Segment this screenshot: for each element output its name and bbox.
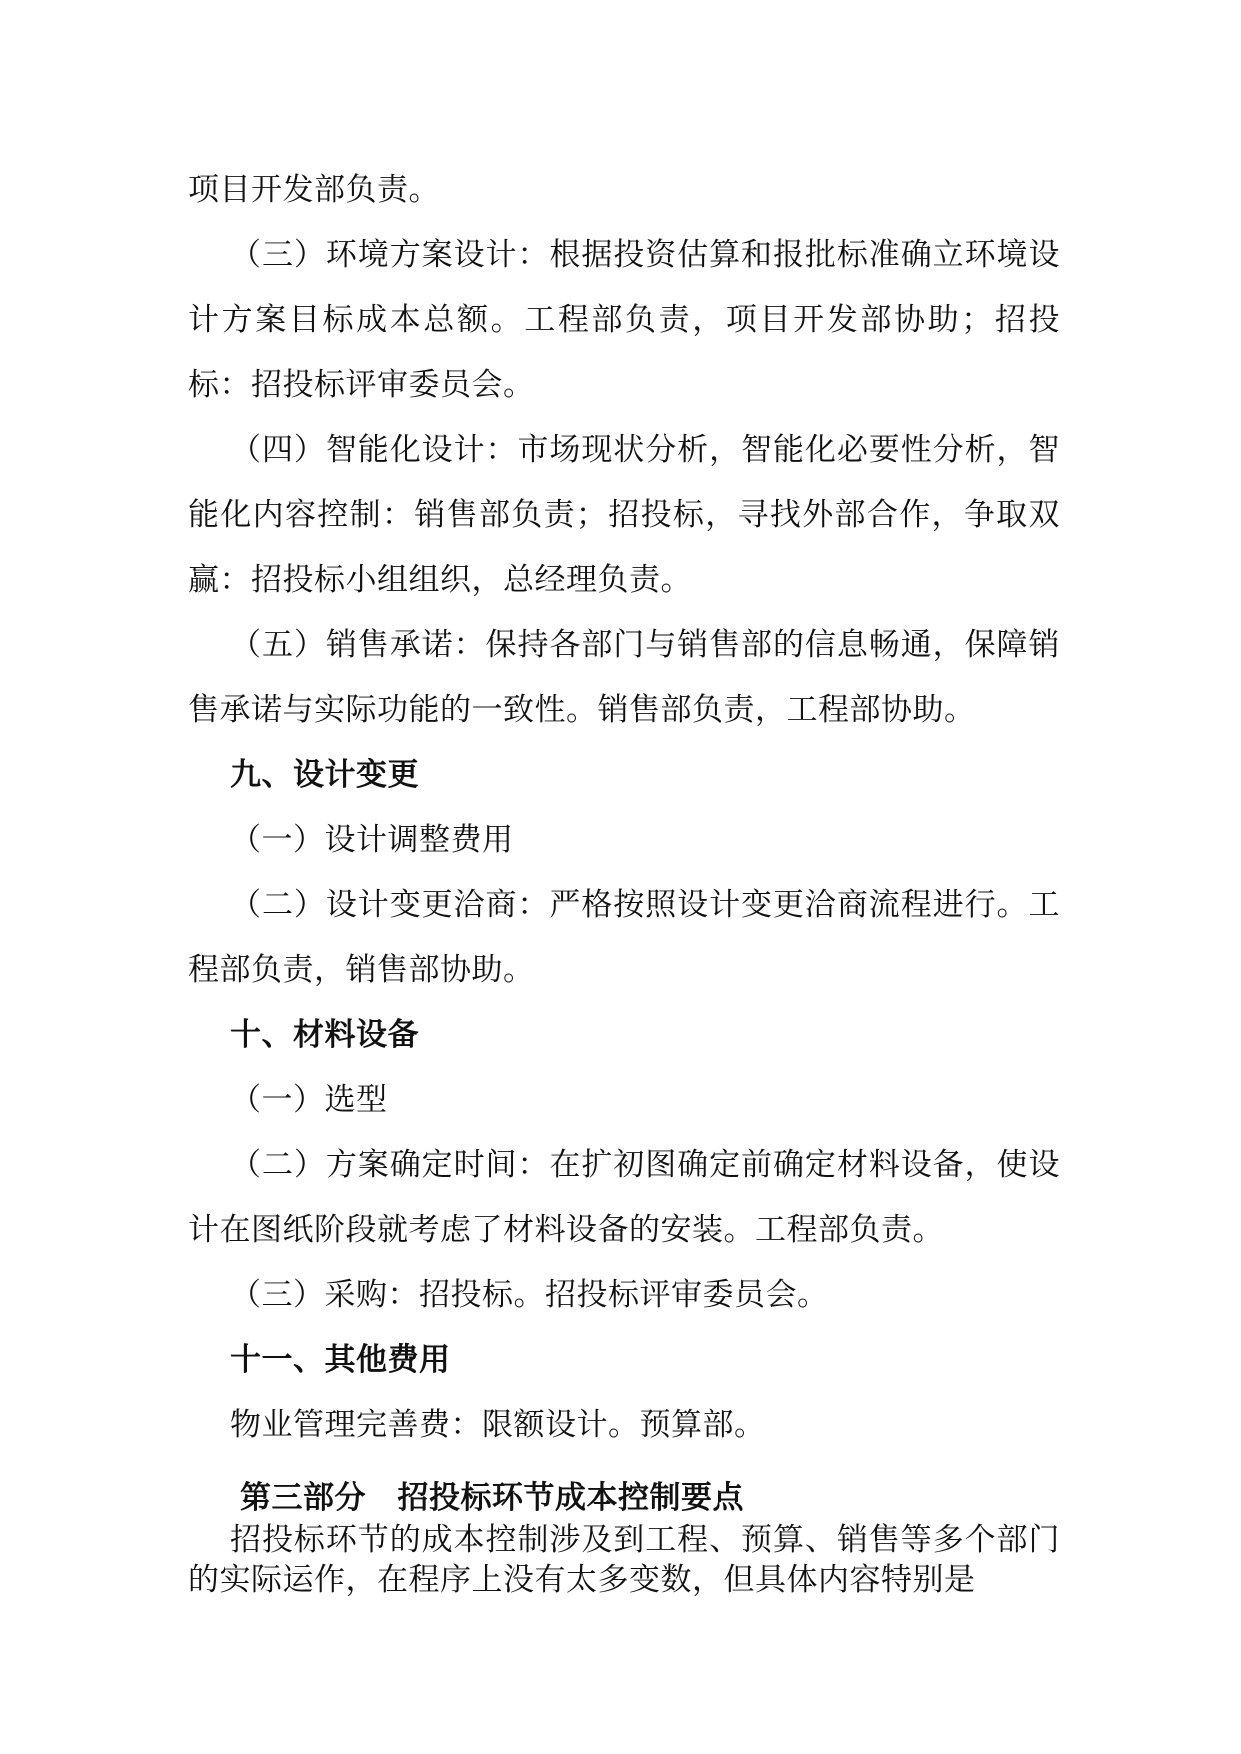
paragraph-procurement: （三）采购：招投标。招投标评审委员会。 <box>230 1277 829 1313</box>
paragraph-environment-design: （三）环境方案设计：根据投资估算和报批标准确立环境设计方案目标成本总额。工程部负责，项目开发部协助；招投标：招投标评审委员会。 <box>188 237 1060 403</box>
paragraph-plan-time: （二）方案确定时间：在扩初图确定前确定材料设备，使设计在图纸阶段就考虑了材料设备的安装。工程部负责。 <box>188 1147 1060 1248</box>
section-heading-materials: 十、材料设备 <box>230 1017 419 1053</box>
paragraph-smart-design: （四）智能化设计：市场现状分析，智能化必要性分析，智能化内容控制：销售部负责；招投标，寻找外部合作，争取双赢：招投标小组组织，总经理负责。 <box>188 432 1060 598</box>
part-title-bidding: 第三部分 招投标环节成本控制要点 <box>240 1480 744 1516</box>
section-heading-design-change: 九、设计变更 <box>230 757 419 793</box>
paragraph-design-adjustment-cost: （一）设计调整费用 <box>230 822 514 858</box>
paragraph-bidding-intro: 招投标环节的成本控制涉及到工程、预算、销售等多个部门的实际运作，在程序上没有太多变数，但具体内容特别是 <box>188 1522 1060 1598</box>
paragraph-property-fee: 物业管理完善费：限额设计。预算部。 <box>230 1407 766 1443</box>
paragraph-continuation: 项目开发部负责。 <box>188 172 440 208</box>
paragraph-sales-promise: （五）销售承诺：保持各部门与销售部的信息畅通，保障销售承诺与实际功能的一致性。销售部负责，工程部协助。 <box>188 627 1060 728</box>
document-body <box>188 158 1060 1600</box>
paragraph-selection: （一）选型 <box>230 1082 388 1118</box>
paragraph-design-change-negotiation: （二）设计变更洽商：严格按照设计变更洽商流程进行。工程部负责，销售部协助。 <box>188 887 1060 988</box>
section-heading-other-costs: 十一、其他费用 <box>230 1342 451 1378</box>
